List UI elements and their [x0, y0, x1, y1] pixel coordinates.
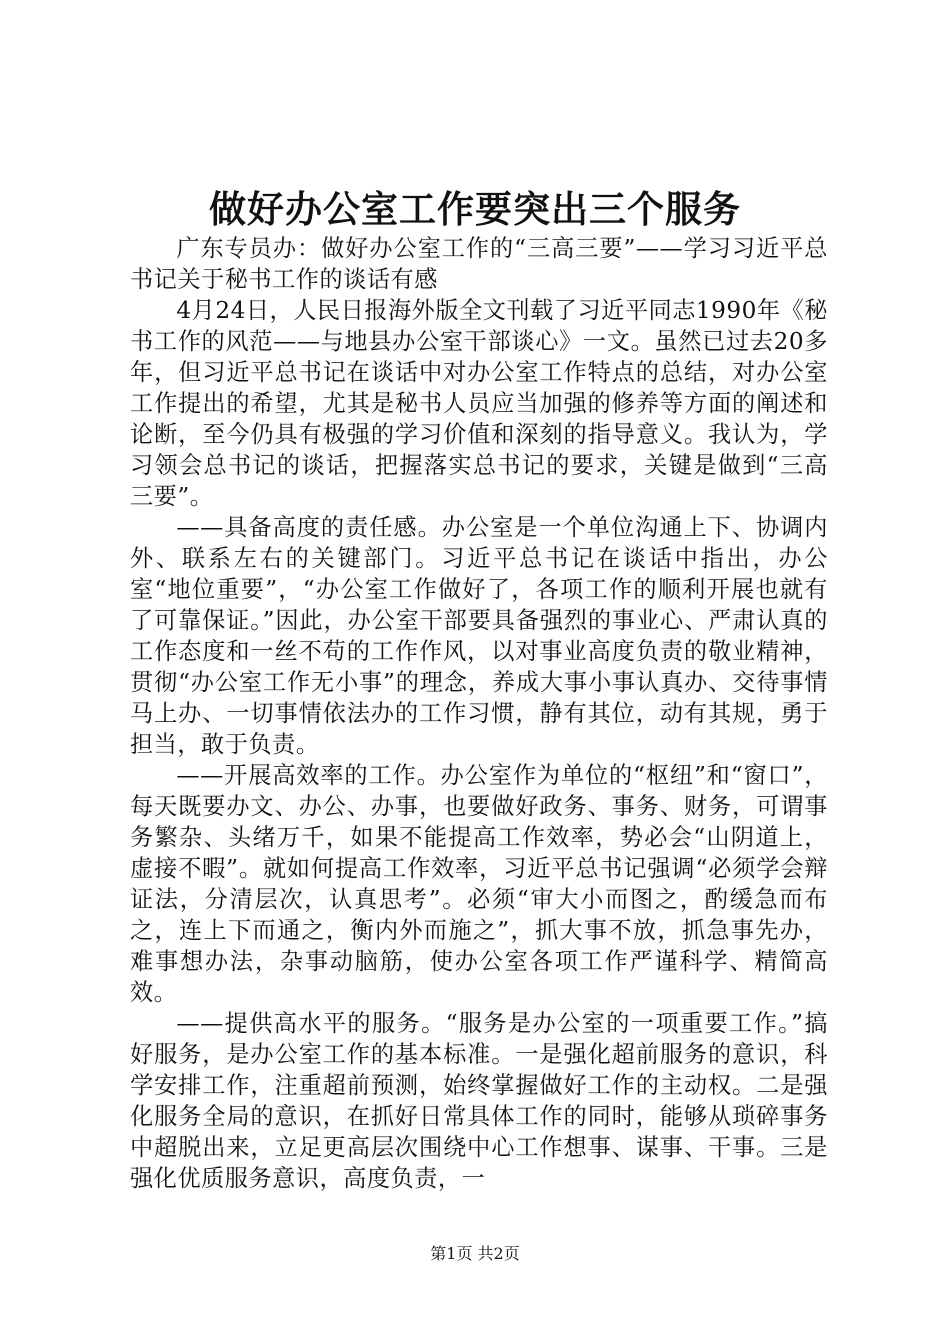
paragraph-efficiency: ——开展高效率的工作。办公室作为单位的“枢纽”和“窗口”，每天既要办文、办公、办事，也要做好政务、事务、财务，可谓事务繁杂、头绪万千，如果不能提高工作效率，势必会“山阴道上，虚接不暇”。就如何提高工作效率，习近平总书记强调“必须学会辩证法，分清层次，认真思考”。必须“审大小而图之，酌缓急而布之，连上下而通之，衡内外而施之”，抓大事不放，抓急事先办，难事想办法，杂事动脑筋，使办公室各项工作严谨科学、精简高效。: [130, 762, 828, 1006]
document-title: 做好办公室工作要突出三个服务: [209, 187, 741, 231]
document-body: [130, 233, 828, 1194]
paragraph-intro: 4月24日，人民日报海外版全文刊载了习近平同志1990年《秘书工作的风范——与地县办公室干部谈心》一文。虽然已过去20多年，但习近平总书记在谈话中对办公室工作特点的总结，对办公室工作提出的希望，尤其是秘书人员应当加强的修养等方面的阐述和论断，至今仍具有极强的学习价值和深刻的指导意义。我认为，学习领会总书记的谈话，把握落实总书记的要求，关键是做到“三高三要”。: [130, 297, 828, 510]
paragraph-subtitle: 广东专员办：做好办公室工作的“三高三要”——学习习近平总书记关于秘书工作的谈话有感: [130, 235, 828, 293]
paragraph-responsibility: ——具备高度的责任感。办公室是一个单位沟通上下、协调内外、联系左右的关键部门。习近平总书记在谈话中指出，办公室“地位重要”，“办公室工作做好了，各项工作的顺利开展也就有了可靠保证。”因此，办公室干部要具备强烈的事业心、严肃认真的工作态度和一丝不苟的工作作风，以对事业高度负责的敬业精神，贯彻“办公室工作无小事”的理念，养成大事小事认真办、交待事情马上办、一切事情依法办的工作习惯，静有其位，动有其规，勇于担当，敢于负责。: [130, 514, 828, 758]
paragraph-service: ——提供高水平的服务。“服务是办公室的一项重要工作。”搞好服务，是办公室工作的基本标准。一是强化超前服务的意识，科学安排工作，注重超前预测，始终掌握做好工作的主动权。二是强化服务全局的意识，在抓好日常具体工作的同时，能够从琐碎事务中超脱出来，立足更高层次围绕中心工作想事、谋事、干事。三是强化优质服务意识，高度负责，一: [130, 1010, 828, 1192]
page-number-footer: 第1页 共2页: [430, 1244, 520, 1263]
